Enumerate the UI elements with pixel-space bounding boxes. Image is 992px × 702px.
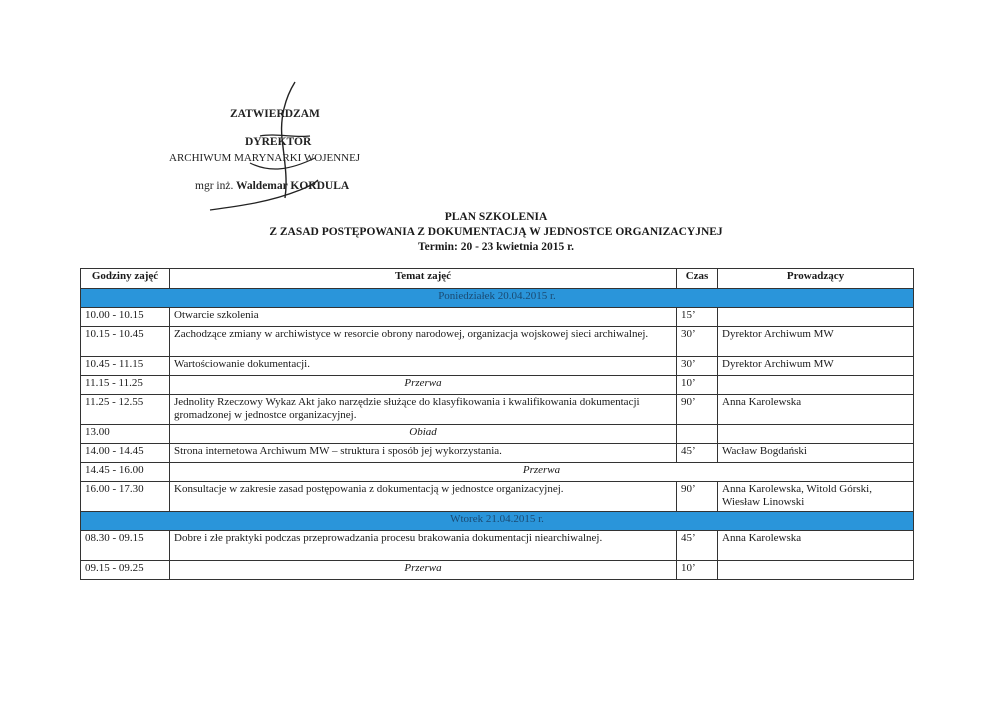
day-row-monday [81,289,914,308]
cell-topic: Zachodzące zmiany w archiwistyce w resorcie obrony narodowej, organizacja wojskowej sieci archiwalnej. [170,327,677,357]
cell-time: 08.30 - 09.15 [81,531,170,561]
table-row [81,376,914,395]
cell-duration: 15’ [677,308,718,327]
cell-time: 11.15 - 11.25 [81,376,170,395]
cell-topic: Otwarcie szkolenia [170,308,677,327]
approval-name: Waldemar KORDULA [236,180,350,192]
approval-institution: ARCHIWUM MARYNARKI WOJENNEJ [169,152,361,164]
table-row [81,463,914,482]
cell-duration: 45’ [677,531,718,561]
approval-position: DYREKTOR [245,136,312,148]
cell-instructor: Dyrektor Archiwum MW [718,327,914,357]
cell-topic: Przerwa [170,561,677,580]
cell-duration: 30’ [677,357,718,376]
cell-topic: Dobre i złe praktyki podczas przeprowadzania procesu brakowania dokumentacji niearchiwalnej. [170,531,677,561]
header-duration: Czas [677,269,718,289]
cell-time: 10.45 - 11.15 [81,357,170,376]
cell-duration: 90’ [677,395,718,425]
document-heading [0,210,992,255]
day-label: Wtorek 21.04.2015 r. [81,512,914,531]
header-topic: Temat zajęć [170,269,677,289]
cell-topic: Wartościowanie dokumentacji. [170,357,677,376]
table-row [81,561,914,580]
table-row [81,425,914,444]
cell-instructor [718,308,914,327]
cell-time: 09.15 - 09.25 [81,561,170,580]
cell-instructor: Dyrektor Archiwum MW [718,357,914,376]
cell-time: 11.25 - 12.55 [81,395,170,425]
table-row [81,308,914,327]
header-hours: Godziny zajęć [81,269,170,289]
cell-topic: Strona internetowa Archiwum MW – struktura i sposób jej wykorzystania. [170,444,677,463]
table-row [81,395,914,425]
cell-duration: 90’ [677,482,718,512]
cell-topic: Przerwa [170,463,914,482]
document-term: Termin: 20 - 23 kwietnia 2015 r. [418,241,574,253]
cell-topic: Jednolity Rzeczowy Wykaz Akt jako narzędzie służące do klasyfikowania i kwalifikowania dokumentacji gromadzonej w jednostce organizacyjnej. [170,395,677,425]
cell-duration: 30’ [677,327,718,357]
day-row-tuesday [81,512,914,531]
cell-time: 16.00 - 17.30 [81,482,170,512]
table-row [81,357,914,376]
cell-instructor: Anna Karolewska [718,395,914,425]
cell-duration: 10’ [677,376,718,395]
cell-time: 10.00 - 10.15 [81,308,170,327]
cell-duration: 45’ [677,444,718,463]
table-row [81,327,914,357]
approval-title-prefix: mgr inż. [195,180,234,192]
schedule-table [80,268,914,580]
cell-instructor: Anna Karolewska [718,531,914,561]
cell-topic: Obiad [170,425,677,444]
cell-instructor [718,376,914,395]
table-row [81,482,914,512]
document-title: PLAN SZKOLENIA [444,211,548,223]
cell-instructor [718,561,914,580]
cell-time: 10.15 - 10.45 [81,327,170,357]
header-instructor: Prowadzący [718,269,914,289]
cell-duration: 10’ [677,561,718,580]
table-header-row [81,269,914,289]
cell-time: 13.00 [81,425,170,444]
cell-time: 14.00 - 14.45 [81,444,170,463]
cell-instructor [718,425,914,444]
table-row [81,531,914,561]
approval-signatory [195,180,349,192]
cell-time: 14.45 - 16.00 [81,463,170,482]
approval-heading: ZATWIERDZAM [230,108,320,120]
cell-topic: Konsultacje w zakresie zasad postępowania z dokumentacją w jednostce organizacyjnej. [170,482,677,512]
cell-instructor: Anna Karolewska, Witold Górski, Wiesław Linowski [718,482,914,512]
document-subtitle: Z ZASAD POSTĘPOWANIA Z DOKUMENTACJĄ W JEDNOSTCE ORGANIZACYJNEJ [269,226,723,238]
day-label: Poniedziałek 20.04.2015 r. [81,289,914,308]
cell-topic: Przerwa [170,376,677,395]
approval-block [150,96,450,216]
table-row [81,444,914,463]
cell-instructor: Wacław Bogdański [718,444,914,463]
cell-duration [677,425,718,444]
